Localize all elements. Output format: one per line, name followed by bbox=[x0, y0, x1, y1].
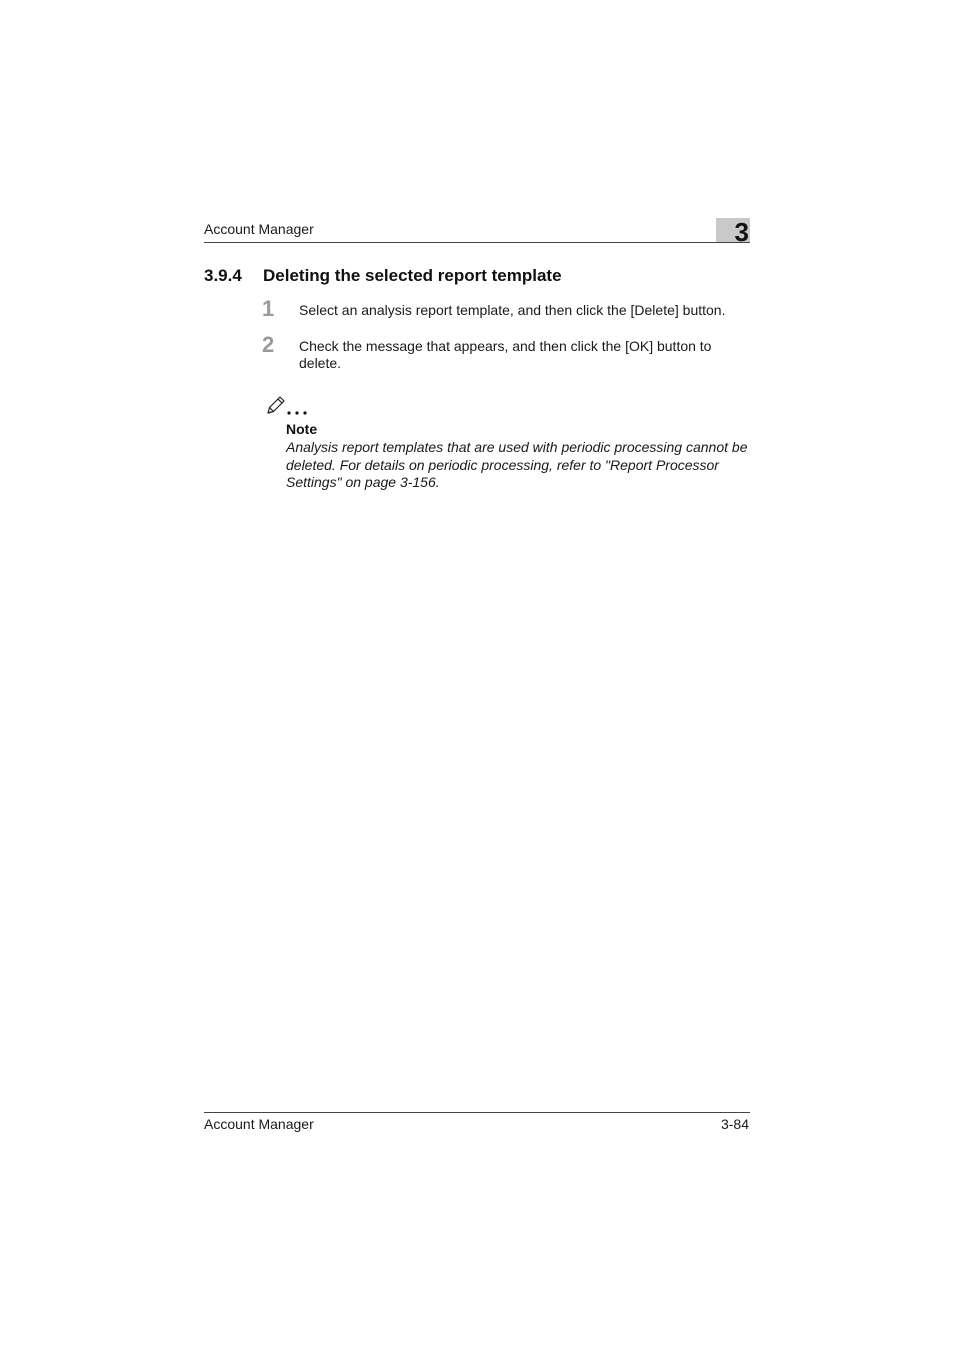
section-heading bbox=[204, 266, 562, 286]
step-text: Select an analysis report template, and then click the [Delete] button. bbox=[299, 302, 726, 318]
note-label: Note bbox=[286, 421, 318, 437]
step-number: 2 bbox=[262, 332, 275, 357]
page-number: 3-84 bbox=[720, 1116, 749, 1132]
running-header bbox=[204, 217, 750, 247]
pencil-note-icon bbox=[264, 393, 312, 417]
running-footer bbox=[204, 1112, 750, 1135]
footer-title: Account Manager bbox=[204, 1116, 314, 1132]
step-text: Check the message that appears, and then click the [OK] button to delete. bbox=[299, 338, 712, 371]
note-text: Analysis report templates that are used with periodic processing cannot be deleted. For details on periodic processing, refer to "Report Processor Settings" on page 3-156. bbox=[286, 439, 748, 490]
step-number: 1 bbox=[262, 296, 275, 321]
chapter-number: 3 bbox=[734, 217, 749, 247]
section-number: 3.9.4 bbox=[204, 266, 242, 285]
chapter-tab bbox=[716, 217, 750, 247]
section-title: Deleting the selected report template bbox=[263, 266, 562, 285]
header-title: Account Manager bbox=[204, 221, 314, 237]
